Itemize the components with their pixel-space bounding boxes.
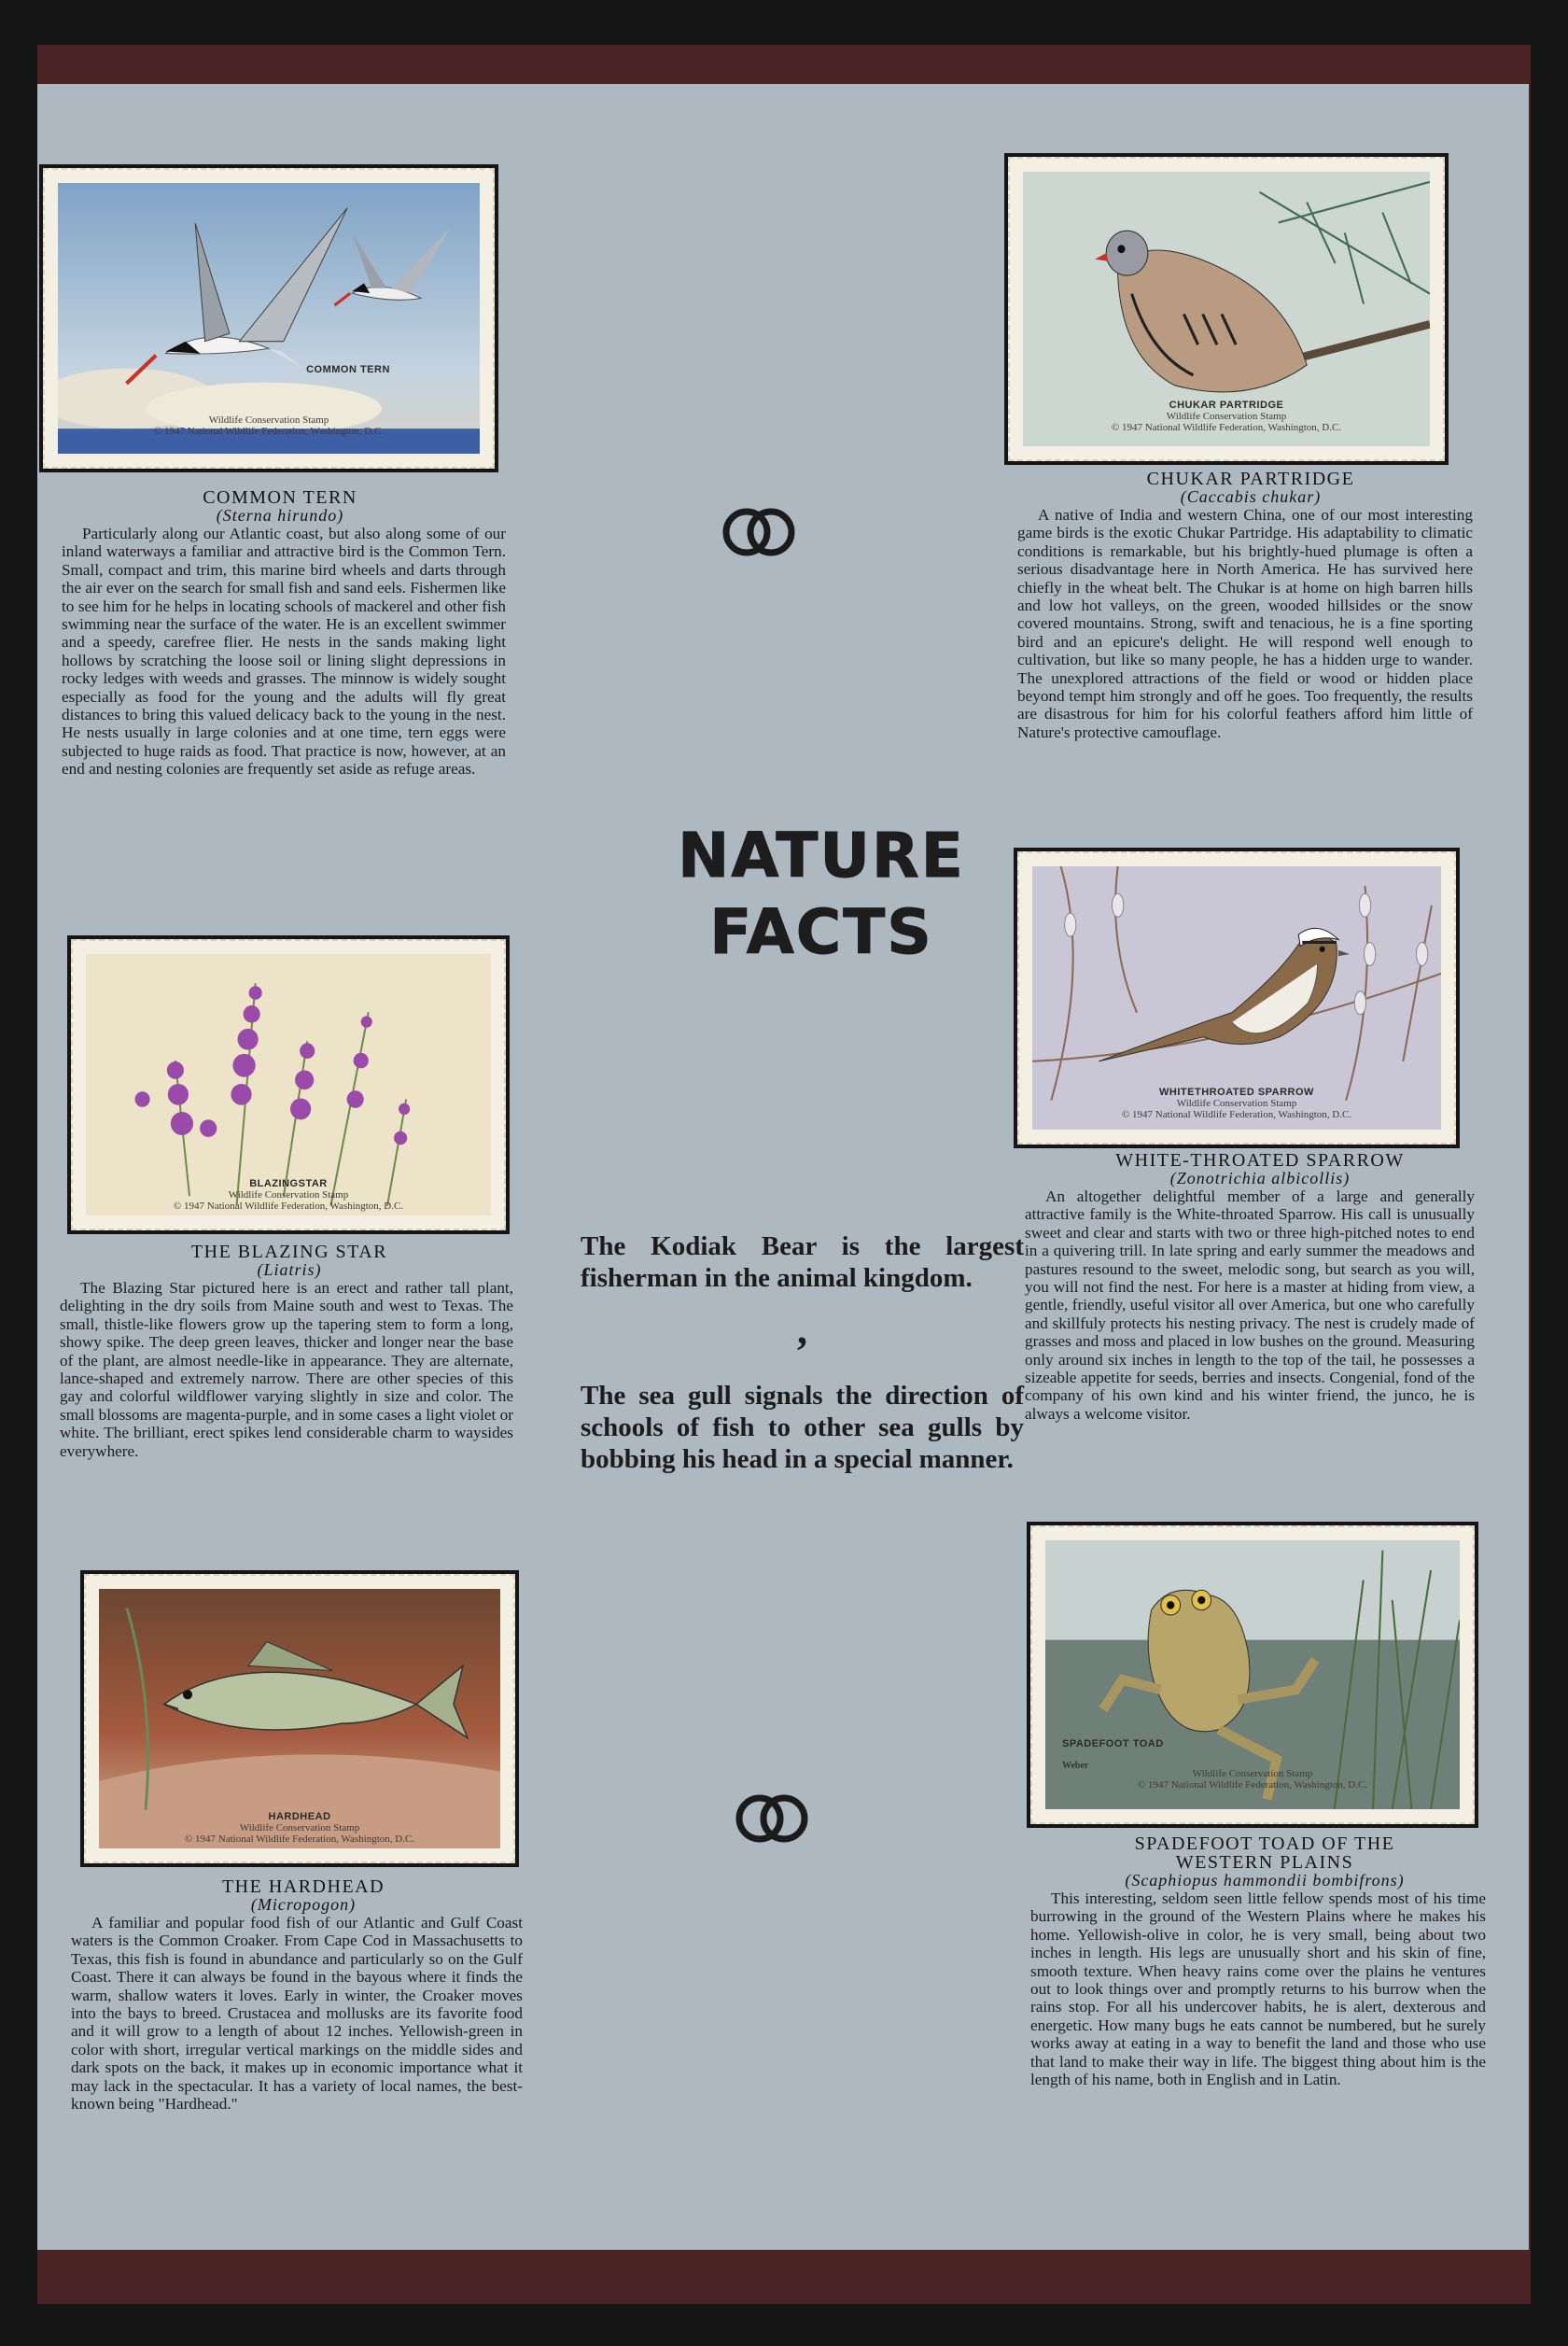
entry-text: A familiar and popular food fish of our Atlantic and Gulf Coast waters is the Common Croaker. From Cape Cod in Massachusetts to Texas, this fish is found in abundance and particularly so on the Gulf Coast. There it can always be found in the bayous where it finds the warm, shallow waters it loves. Early in winter, the Croaker moves into the bays to breed. Crustacea and mollusks are its favorite food and it will grow to a length of about 12 inches. Yellowish-green in color with short, irregular vertical markings on the middle sides and dark spots on the back, it makes up in economic importance what it may lack in the spectacular. It has a variety of local names, the best-known being "Hardhead." [71,1914,523,2114]
entry-title: WHITE-THROATED SPARROW [1115,1150,1405,1171]
stamp-copyright: © 1947 National Wildlife Federation, Washington, D.C. [1121,1109,1352,1120]
page-heading-line1: NATURE [678,820,965,892]
fact-separator: , [797,1307,807,1353]
stamp-artist-signature: Weber [1062,1761,1089,1771]
fact-text: The sea gull signals the direction of schools of fish to other sea gulls by bobbing his head in a special manner. [581,1381,1024,1474]
stamp-subtitle: Wildlife Conservation Stamp [228,1189,349,1201]
entry-latin-name: (Caccabis chukar) [1180,487,1322,506]
entry-latin-name: (Sterna hirundo) [216,506,344,525]
stamp-label: COMMON TERN [306,364,390,375]
ring-ornament-icon [717,504,801,560]
stamp-art-hardhead [99,1589,500,1848]
entry-title: CHUKAR PARTRIDGE [1146,469,1355,489]
entry-title-line1: SPADEFOOT TOAD OF THE [1134,1833,1395,1854]
stamp-copyright: © 1947 National Wildlife Federation, Washington, D.C. [1111,422,1342,433]
entry-latin-name: (Liatris) [257,1260,322,1279]
ring-ornament-icon [730,1791,814,1847]
album-page [37,84,1529,2250]
entry-latin-name: (Scaphiopus hammondii bombifrons) [1125,1871,1405,1889]
stamp-art-sparrow [1032,866,1441,1130]
entry-text: A native of India and western China, one of our most interesting game birds is the exotic Chukar Partridge. His adaptability to climatic conditions is remarkable, but his brightly-hued plumage is often a serious disadvantage here in North America. He has survived here chiefly in the wheat belt. The Chukar is at home on high barren hills and low hot valleys, on the green, wooded hillsides or the snow covered mountains. Strong, swift and tenacious, he is a fine sporting bird and an epicure's delight. He will respond well enough to cultivation, but like so many people, he has a hidden urge to wander. The unexplored attractions of the field or wood or hidden place beyond tempt him strongly and off he goes. Too frequently, the results are disastrous for him for his colorful feathers afford him little of Nature's protective camouflage. [1017,506,1473,741]
stamp-chukar-partridge [1004,153,1449,465]
entry-latin-name: (Zonotrichia albicollis) [1169,1169,1351,1187]
stamp-label: SPADEFOOT TOAD [1062,1738,1164,1749]
stamp-common-tern [39,164,498,472]
stamp-subtitle: Wildlife Conservation Stamp [1166,411,1287,422]
entry-title: THE BLAZING STAR [190,1242,388,1262]
stamp-art-blazing-star [86,954,491,1215]
stamp-subtitle: Wildlife Conservation Stamp [239,1822,360,1833]
stamp-hardhead [80,1570,519,1867]
stamp-copyright: © 1947 National Wildlife Federation, Washington, D.C. [184,1833,415,1845]
entry-title: COMMON TERN [203,487,357,508]
stamp-subtitle: Wildlife Conservation Stamp [1176,1098,1297,1109]
stamp-subtitle: Wildlife Conservation Stamp [208,414,329,426]
page-heading-line2: FACTS [709,896,933,968]
stamp-subtitle: Wildlife Conservation Stamp [1192,1768,1313,1779]
entry-latin-name: (Micropogon) [250,1895,357,1914]
stamp-spadefoot-toad [1027,1522,1478,1828]
stamp-copyright: © 1947 National Wildlife Federation, Washington, D.C. [1137,1779,1368,1791]
stamp-white-throated-sparrow [1014,848,1460,1148]
stamp-art-chukar [1023,172,1430,446]
stamp-label: WHITETHROATED SPARROW [1159,1087,1314,1098]
entry-text: Particularly along our Atlantic coast, but also along some of our inland waterways a familiar and attractive bird is the Common Tern. Small, compact and trim, this marine bird wheels and darts through the air ever on the search for small fish and sand eels. Fishermen like to see him for he helps in locating schools of mackerel and other fish swimming near the surface of the water. He is an excellent swimmer and a speedy, carefree flier. He nests in the sands making light hollows by scratching the loose soil or lining slight depressions in rocky ledges with weeds and grasses. The minnow is widely sought especially as food for the young and the adults will fly great distances to bring this valued delicacy back to the young in the nest. He nests usually in large colonies and at one time, tern eggs were subjected to huge raids as food. That practice is now, however, at an end and nesting colonies are frequently set aside as refuge areas. [62,525,506,779]
entry-text: This interesting, seldom seen little fellow spends most of his time burrowing in the ground of the Western Plains where he makes his home. Yellowish-olive in color, he is very small, being about two inches in length. His legs are unusually short and his skin of fine, smooth texture. When heavy rains come over the plains he ventures out to look things over and promptly returns to his burrow when the rains stop. For all his undercover habits, he is alert, dexterous and energetic. How many bugs he eats cannot be numbered, but he surely works away at eating in a way to benefit the land and those who use that land to make their way in life. The biggest thing about him is the length of his name, both in English and in Latin. [1030,1889,1486,2089]
entry-text: An altogether delightful member of a large and generally attractive family is the White-throated Sparrow. His call is unusually sweet and clear and starts with two or three high-pitched notes to end in a quivering trill. In late spring and early summer the meadows and pastures resound to the sweet, melodic song, but search as you will, you will not find the nest. For here is a master at hiding from view, a gentle, friendly, useful visitor all over America, but one who carefully and skillfuly protects his nesting privacy. The nest is crudely made of grasses and moss and placed in low bushes on the ground. Measuring only around six inches in length to the top of the tail, he possesses a sizeable appetite for seeds, berries and insects. Congenial, fond of the company of his own kind and his winter friend, the junco, he is always a welcome visitor. [1025,1187,1475,1423]
stamp-blazing-star [67,935,510,1234]
stamp-copyright: © 1947 National Wildlife Federation, Washington, D.C. [153,426,385,437]
entry-title: THE HARDHEAD [221,1876,385,1897]
entry-title-line2: WESTERN PLAINS [1175,1852,1354,1873]
stamp-label: BLAZINGSTAR [249,1178,328,1189]
stamp-label: CHUKAR PARTRIDGE [1169,400,1284,411]
stamp-label: HARDHEAD [268,1811,331,1822]
stamp-art-tern [58,183,480,454]
entry-text: The Blazing Star pictured here is an erect and rather tall plant, delighting in the dry soils from Maine south and west to Texas. The small, thistle-like flowers grow up the tapering stem to form a long, showy spike. The deep green leaves, thicker and longer near the base of the plant, are almost needle-like in appearance. They are alternate, lance-shaped and extremely narrow. There are other species of this gay and colorful wildflower varying slightly in size and color. The small blossoms are magenta-purple, and in some cases a light violet or white. The brilliant, erect spikes lend considerable charm to waysides everywhere. [60,1279,513,1460]
stamp-art-toad [1045,1540,1460,1809]
fact-text: The Kodiak Bear is the largest fisherman in the animal kingdom. [581,1231,1024,1293]
stamp-copyright: © 1947 National Wildlife Federation, Washington, D.C. [173,1201,404,1212]
